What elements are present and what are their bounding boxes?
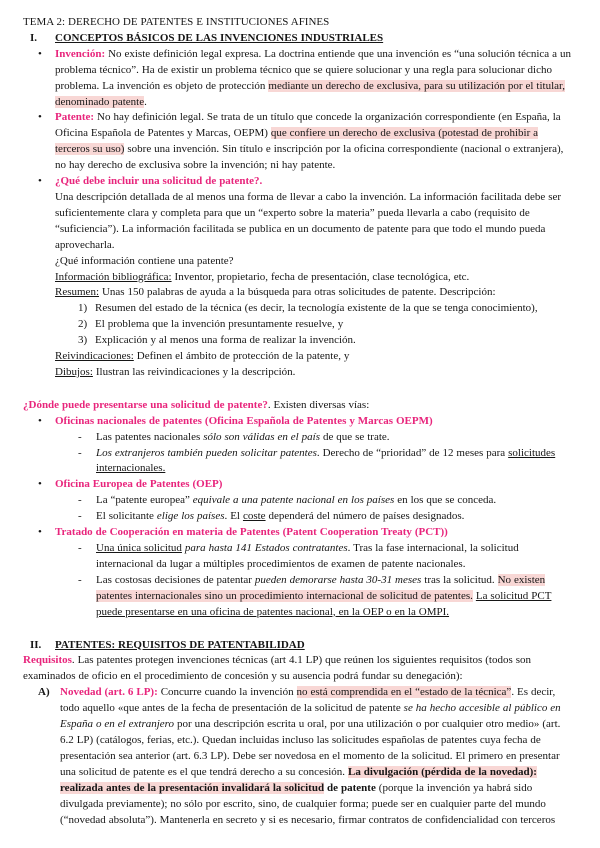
text-segment: para hasta 141 Estados contratantes — [184, 542, 348, 554]
text-content — [23, 654, 531, 682]
text-segment: ¿Dónde puede presentarse una solicitud de patente? — [23, 398, 268, 411]
text-content — [55, 478, 222, 490]
bullet-icon: • — [38, 478, 42, 491]
text-segment: solicitudes internacionales. — [96, 446, 556, 475]
section-heading-1 — [23, 31, 575, 47]
bullet-icon: • — [38, 47, 42, 60]
text-content — [55, 175, 262, 187]
bullet-icon: • — [38, 526, 42, 539]
lettered-item-novedad — [23, 685, 575, 828]
text-segment: Inventor, propietario, fecha de presentación, clase tecnológica, etc. — [171, 270, 470, 283]
dash-item-patente-europea — [23, 493, 575, 509]
text-segment: tras la solicitud. — [421, 573, 498, 586]
text-content — [55, 255, 234, 267]
numbered-marker: 1) — [78, 302, 88, 315]
text-segment: Resumen del estado de la técnica (es decir, la tecnología existente de la que se tenga conocimiento), — [95, 302, 538, 315]
text-content — [96, 510, 464, 522]
text-segment: CONCEPTOS BÁSICOS DE LAS INVENCIONES INDUSTRIALES — [55, 31, 384, 44]
dash-item-unica-solicitud — [23, 541, 575, 573]
text-content — [55, 271, 469, 283]
dash-item-extranjeros — [23, 446, 575, 478]
numbered-marker: 3) — [78, 334, 88, 347]
text-segment: elige los países — [156, 510, 225, 523]
bullet-icon: • — [38, 175, 42, 188]
text-segment: Oficina Europea de Patentes (OEP) — [55, 478, 223, 491]
text-segment: El problema que la invención presuntamente resuelve, y — [95, 318, 344, 331]
text-content — [96, 431, 390, 443]
text-segment: de que se trate. — [320, 430, 390, 443]
text-segment: Ilustran las reivindicaciones y la descripción. — [92, 365, 296, 378]
text-segment: Resumen: — [55, 286, 99, 299]
text-segment: Definen el ámbito de protección de la patente, y — [133, 350, 350, 363]
text-segment: Oficinas nacionales de patentes (Oficina Española de Patentes y Marcas OEPM) — [55, 414, 433, 427]
numbered-item-2 — [23, 317, 575, 333]
text-segment: que confiere un derecho de exclusiva (potestad de prohibir a terceros su uso) — [55, 127, 539, 156]
paragraph-resumen — [23, 285, 575, 301]
text-segment: PATENTES: REQUISITOS DE PATENTABILIDAD — [55, 638, 305, 651]
text-segment: no está comprendida en el “estado de la técnica” — [296, 686, 512, 699]
text-content — [55, 191, 561, 251]
text-segment: equivale a una patente nacional en los países — [192, 494, 395, 507]
dash-icon: - — [78, 542, 82, 554]
text-content — [95, 334, 356, 346]
text-segment: de patente — [327, 781, 376, 794]
paragraph-informacion-bibliografica — [23, 270, 575, 286]
document-body — [23, 31, 575, 829]
paragraph-reivindicaciones — [23, 349, 575, 365]
text-content — [55, 639, 305, 651]
bullet-patente — [23, 110, 575, 174]
text-content — [55, 48, 571, 108]
text-segment: Concurre cuando la invención — [157, 686, 297, 699]
bullet-que-debe-incluir — [23, 174, 575, 190]
text-content — [60, 686, 561, 825]
text-segment: La divulgación (pérdida de la novedad): realizada antes de la presentación invalidará la solicitud — [60, 765, 537, 794]
numbered-item-1 — [23, 301, 575, 317]
text-segment: . El — [224, 510, 243, 523]
text-segment: Los extranjeros también pueden solicitar patentes — [96, 446, 317, 459]
text-segment: por una descripción escrita u oral, por una utilización o por cualquier otro medio» (art. 6.2 LP) (catálogos, ferias, etc.). Quedan incluidas incluso las solicitudes españolas de patentes cuya fecha de presentación sea anterior (art. 6.3 LP). Debe ser novedosa en el momento de la solicitud. El primero en presentar una solicitud de patente es el que tendrá derecho a su concesión. — [60, 718, 561, 778]
text-content — [23, 399, 369, 411]
dash-icon: - — [78, 494, 82, 507]
text-segment: El solicitante — [96, 510, 157, 523]
text-segment: (porque la invención ya habrá sido divulgada previamente); no sólo por escrito, sino, de cualquier forma; puede ser en cualquier parte del mundo (“novedad absoluta”). Mantenerla en secreto y si es necesario, firmar contratos de confidencialidad con terceros — [60, 781, 556, 826]
paragraph-que-informacion — [23, 254, 575, 270]
letter-marker: A) — [38, 686, 50, 699]
bullet-tratado-pct — [23, 525, 575, 541]
text-content — [95, 318, 343, 330]
section-numeral: II. — [30, 638, 42, 651]
text-segment: No existe definición legal expresa. La doctrina entiende que una invención es “una solución técnica a un problema técnico”. Ha de existir un problema técnico que se quiere solucionar y una regla para solucionar dicho problema. La invención es objeto de protección — [55, 47, 571, 92]
text-segment: . Existen diversas vías: — [267, 398, 370, 411]
paragraph-requisitos — [23, 653, 575, 685]
dash-icon: - — [78, 430, 82, 443]
bullet-invencion — [23, 47, 575, 111]
text-segment: . Las patentes protegen invenciones técnicas (art 4.1 LP) que reúnen los siguientes requisitos (todos son examinados de oficio en el procedimiento de concesión y su ausencia podrá fundar su denegación): — [23, 654, 531, 683]
text-content — [55, 526, 448, 538]
dash-icon: - — [78, 510, 82, 523]
text-segment: Tratado de Cooperación en materia de Patentes (Patent Cooperation Treaty (PCT)) — [55, 526, 448, 539]
text-segment: . Tras la fase internacional, la solicitud internacional da lugar a múltiples procedimientos de examen de patente nacionales. — [96, 542, 519, 570]
text-content — [96, 574, 551, 618]
text-content — [96, 494, 496, 506]
text-segment: . Es decir, todo aquello «que antes de la fecha de presentación de la solicitud de patente — [60, 686, 556, 715]
dash-icon: - — [78, 573, 82, 586]
text-segment: Requisitos — [23, 654, 72, 667]
document-title: TEMA 2: DERECHO DE PATENTES E INSTITUCIONES AFINES — [23, 16, 330, 28]
text-segment: Unas 150 palabras de ayuda a la búsqueda para otras solicitudes de patente. Descripción: — [99, 286, 496, 299]
text-segment: Una descripción detallada de al menos una forma de llevar a cabo la invención. La información facilitada debe ser suficientemente clara y completa para que un “experto sobre la materia” pueda llevarla a cabo (requisito de “suficiencia”). La información facilitada se publica en un documento de patente para que todo el mundo pueda aprovecharla. — [55, 190, 562, 251]
text-content — [55, 286, 496, 298]
text-segment: Dibujos: — [55, 365, 93, 378]
text-segment: pueden demorarse hasta 30-31 meses — [254, 573, 422, 586]
text-segment: No hay definición legal. Se trata de un título que concede la organización correspondiente (en España, la Oficina Española de Patentes y Marcas, OEPM) — [55, 111, 561, 140]
text-segment: La solicitud PCT puede presentarse en una oficina de patentes nacional, en la OEP o en la OMPI. — [96, 589, 552, 618]
section-numeral: I. — [30, 31, 38, 44]
text-segment: mediante un derecho de exclusiva, para su utilización por el titular, denominado patente — [55, 79, 566, 108]
numbered-marker: 2) — [78, 318, 88, 331]
text-segment: sólo son válidas en el país — [203, 430, 321, 443]
text-content — [55, 366, 295, 378]
text-segment: Reivindicaciones: — [55, 350, 134, 363]
text-segment: sobre una invención. Sin título e inscripción por la oficina correspondiente (nacional o extranjera), no hay derecho de exclusiva sobre la invención; ni hay patente. — [55, 143, 564, 172]
dash-item-solicitante-elige — [23, 509, 575, 525]
text-content — [55, 32, 383, 44]
text-segment: ¿Qué información contiene una patente? — [55, 254, 234, 267]
text-content — [55, 415, 433, 427]
text-content — [95, 302, 538, 314]
text-content — [55, 111, 563, 171]
text-segment: Patente: — [55, 111, 95, 124]
text-segment: Novedad (art. 6 LP): — [60, 686, 158, 699]
text-segment: La “patente europea” — [96, 494, 193, 507]
dash-icon: - — [78, 446, 82, 459]
text-segment: ¿Qué debe incluir una solicitud de patente?. — [55, 175, 263, 188]
bullet-oficina-europea — [23, 477, 575, 493]
text-segment: se ha hecho accesible al público en España o en el extranjero — [60, 702, 561, 731]
text-content — [96, 542, 519, 570]
dash-item-patentes-nacionales — [23, 430, 575, 446]
text-segment: Una única solicitud — [96, 542, 182, 554]
text-segment: Invención: — [55, 47, 106, 60]
paragraph-dibujos — [23, 365, 575, 381]
dash-item-costosas-decisiones — [23, 573, 575, 621]
numbered-item-3 — [23, 333, 575, 349]
paragraph-descripcion — [23, 190, 575, 254]
section-heading-2 — [23, 638, 575, 654]
text-segment: Las patentes nacionales — [96, 430, 204, 443]
text-segment: Información bibliográfica: — [55, 270, 172, 283]
text-segment: . — [144, 95, 147, 108]
text-segment: Las costosas decisiones de patentar — [96, 573, 255, 586]
paragraph-donde-presentarse — [23, 398, 575, 414]
text-segment: en los que se conceda. — [394, 494, 497, 507]
text-segment: No existen patentes internacionales sino un procedimiento internacional de solicitud de patentes. — [96, 573, 546, 602]
text-content — [96, 447, 555, 475]
text-content — [55, 350, 349, 362]
bullet-icon: • — [38, 111, 42, 124]
bullet-oficinas-nacionales — [23, 414, 575, 430]
text-segment: dependerá del número de países designados. — [265, 510, 465, 523]
bullet-icon: • — [38, 414, 42, 427]
text-segment: Explicación y al menos una forma de realizar la invención. — [95, 334, 356, 347]
text-segment: coste — [242, 510, 266, 523]
text-segment: . Derecho de “prioridad” de 12 meses para — [316, 446, 509, 459]
